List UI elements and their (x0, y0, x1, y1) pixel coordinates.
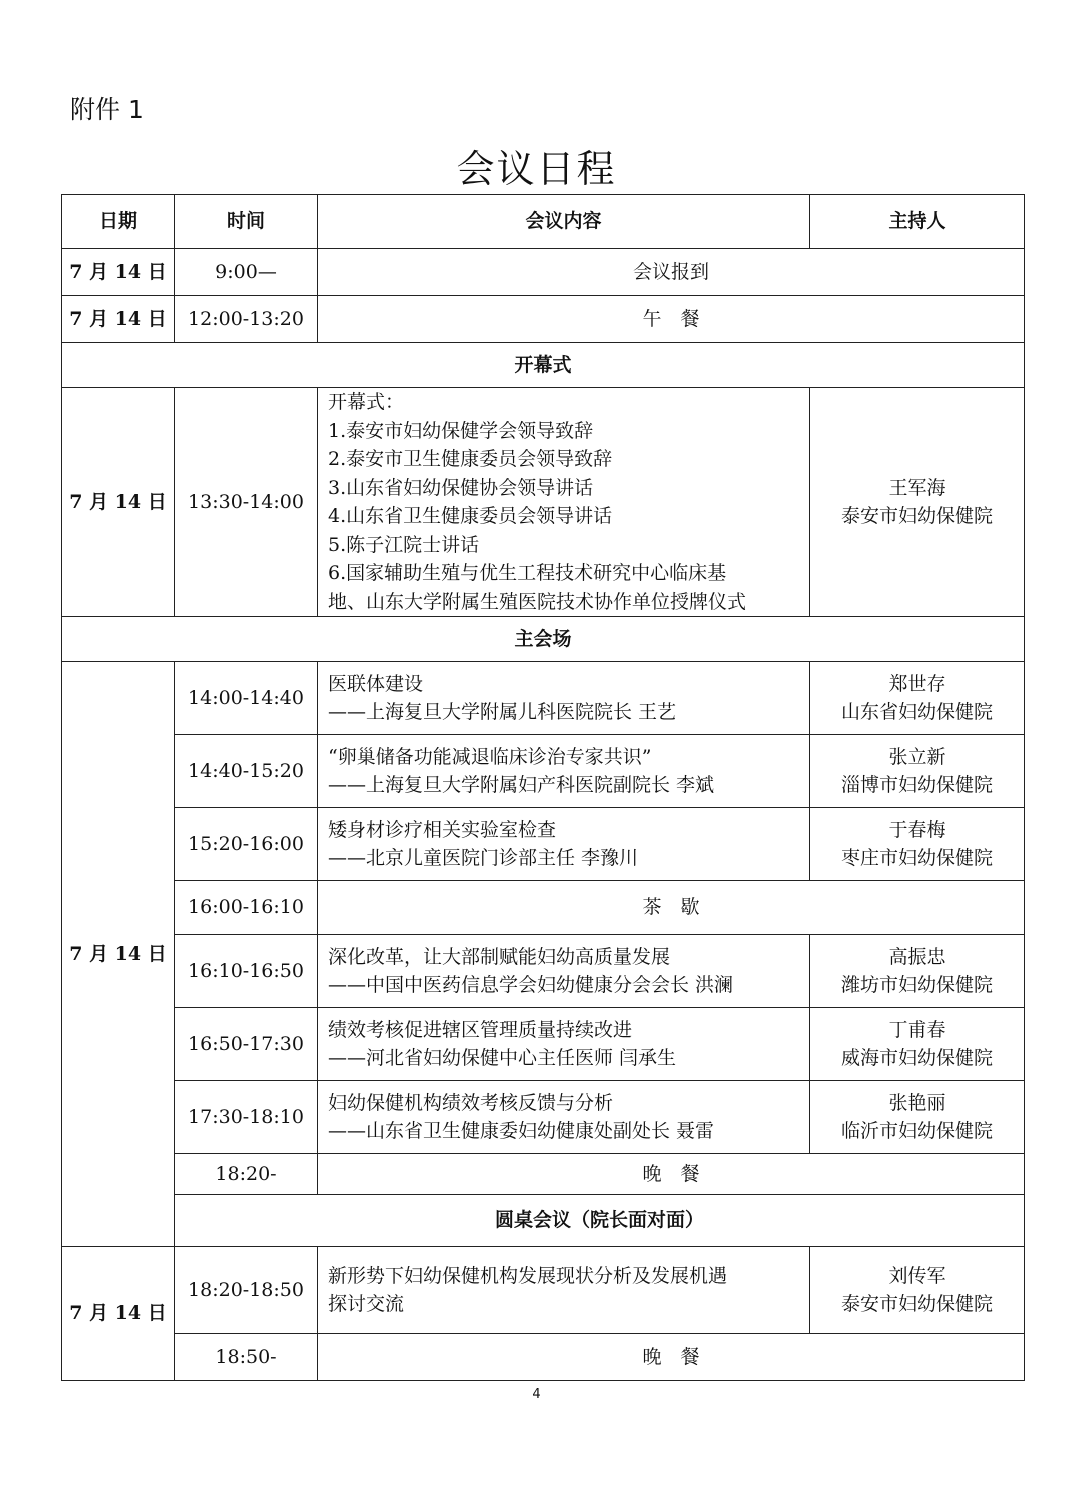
table-row (62, 881, 1025, 935)
date-cell: 7 月 14 日 (62, 296, 175, 343)
table-row (62, 388, 1025, 617)
section-title-main: 主会场 (62, 617, 1025, 662)
table-header-row (62, 195, 1025, 249)
time-cell: 16:10-16:50 (175, 935, 318, 1008)
host-name: 郑世存 (888, 672, 946, 695)
host-name: 张立新 (888, 745, 946, 768)
header-date: 日期 (62, 195, 175, 249)
section-row (62, 343, 1025, 388)
host-org: 淄博市妇幼保健院 (840, 774, 993, 796)
content-cell: 晚 餐 (318, 1154, 1025, 1195)
date-cell: 7 月 14 日 (62, 388, 175, 617)
time-cell: 14:00-14:40 (175, 662, 318, 735)
content-line: 4.山东省卫生健康委员会领导讲话 (328, 505, 613, 527)
content-cell (318, 388, 810, 617)
time-cell: 18:20- (175, 1154, 318, 1195)
host-cell (810, 1081, 1025, 1154)
content-line: 6.国家辅助生殖与优生工程技术研究中心临床基 (328, 562, 727, 584)
host-cell (810, 735, 1025, 808)
talk-title: 妇幼保健机构绩效考核反馈与分析 (328, 1091, 614, 1114)
time-cell: 18:50- (175, 1334, 318, 1381)
content-line: 1.泰安市妇幼保健学会领导致辞 (328, 419, 594, 442)
content-cell: 午 餐 (318, 296, 1025, 343)
content-cell (318, 1081, 810, 1154)
time-cell: 16:50-17:30 (175, 1008, 318, 1081)
table-row (62, 1334, 1025, 1381)
date-cell: 7 月 14 日 (62, 249, 175, 296)
host-name: 丁甫春 (888, 1018, 946, 1041)
table-row (62, 1154, 1025, 1195)
page-title: 会议日程 (456, 147, 617, 191)
host-name: 刘传军 (888, 1264, 946, 1287)
table-row (62, 296, 1025, 343)
host-org: 潍坊市妇幼保健院 (840, 974, 993, 996)
content-cell (318, 662, 810, 735)
host-cell (810, 808, 1025, 881)
host-org: 泰安市妇幼保健院 (840, 505, 993, 527)
table-row (62, 249, 1025, 296)
talk-title: 新形势下妇幼保健机构发展现状分析及发展机遇 (328, 1264, 728, 1287)
header-time: 时间 (175, 195, 318, 249)
host-name: 高振忠 (888, 945, 946, 968)
host-org: 临沂市妇幼保健院 (840, 1120, 993, 1142)
talk-title: 矮身材诊疗相关实验室检查 (328, 818, 557, 841)
host-cell (810, 662, 1025, 735)
time-cell: 15:20-16:00 (175, 808, 318, 881)
header-host: 主持人 (810, 195, 1025, 249)
time-cell: 16:00-16:10 (175, 881, 318, 935)
attachment-label: 附件 1 (70, 95, 144, 124)
time-cell: 13:30-14:00 (175, 388, 318, 617)
host-org: 山东省妇幼保健院 (840, 701, 993, 723)
host-name: 王军海 (888, 476, 946, 499)
talk-speaker: ——上海复旦大学附属儿科医院院长 王艺 (328, 701, 677, 723)
content-cell (318, 808, 810, 881)
time-cell: 12:00-13:20 (175, 296, 318, 343)
host-org: 威海市妇幼保健院 (840, 1047, 993, 1069)
talk-title: 绩效考核促进辖区管理质量持续改进 (328, 1018, 633, 1041)
content-line: 2.泰安市卫生健康委员会领导致辞 (328, 448, 613, 470)
content-cell (318, 735, 810, 808)
host-cell (810, 935, 1025, 1008)
time-cell: 9:00— (175, 249, 318, 296)
table-row (62, 1247, 1025, 1334)
host-cell (810, 1247, 1025, 1334)
schedule-table (61, 194, 1025, 1381)
content-cell (318, 1247, 810, 1334)
content-cell (318, 1008, 810, 1081)
talk-speaker: ——山东省卫生健康委妇幼健康处副处长 聂雷 (328, 1120, 715, 1142)
time-cell: 14:40-15:20 (175, 735, 318, 808)
talk-speaker: ——河北省妇幼保健中心主任医师 闫承生 (328, 1047, 677, 1069)
time-cell: 18:20-18:50 (175, 1247, 318, 1334)
host-cell (810, 388, 1025, 617)
table-row (62, 735, 1025, 808)
host-name: 张艳丽 (888, 1091, 946, 1114)
table-row (62, 1081, 1025, 1154)
talk-speaker: ——上海复旦大学附属妇产科医院副院长 李斌 (328, 774, 715, 796)
talk-title: 深化改革，让大部制赋能妇幼高质量发展 (328, 945, 671, 968)
talk-title: “卵巢储备功能减退临床诊治专家共识” (328, 745, 652, 768)
table-row (62, 808, 1025, 881)
page-number: 4 (532, 1387, 541, 1402)
content-cell (318, 935, 810, 1008)
content-line: 地、山东大学附属生殖医院技术协作单位授牌仪式 (328, 590, 747, 613)
table-row (62, 935, 1025, 1008)
table-row (62, 1008, 1025, 1081)
date-cell: 7 月 14 日 (62, 662, 175, 1247)
talk-title-cont: 探讨交流 (328, 1293, 405, 1315)
host-org: 枣庄市妇幼保健院 (840, 847, 993, 869)
header-content: 会议内容 (318, 195, 810, 249)
section-title-roundtable: 圆桌会议（院长面对面） (175, 1195, 1025, 1247)
host-org: 泰安市妇幼保健院 (840, 1293, 993, 1315)
section-row (62, 617, 1025, 662)
content-cell: 晚 餐 (318, 1334, 1025, 1381)
section-row (62, 1195, 1025, 1247)
content-line: 3.山东省妇幼保健协会领导讲话 (328, 476, 594, 499)
content-cell: 茶 歇 (318, 881, 1025, 935)
table-row (62, 662, 1025, 735)
host-name: 于春梅 (888, 818, 946, 841)
content-cell: 会议报到 (318, 249, 1025, 296)
content-line: 开幕式： (328, 391, 405, 413)
talk-speaker: ——北京儿童医院门诊部主任 李豫川 (328, 847, 639, 869)
date-cell: 7 月 14 日 (62, 1247, 175, 1381)
section-title-opening: 开幕式 (62, 343, 1025, 388)
content-line: 5.陈子江院士讲话 (328, 533, 480, 556)
host-cell (810, 1008, 1025, 1081)
time-cell: 17:30-18:10 (175, 1081, 318, 1154)
talk-title: 医联体建设 (328, 672, 424, 695)
talk-speaker: ——中国中医药信息学会妇幼健康分会会长 洪澜 (328, 974, 734, 996)
